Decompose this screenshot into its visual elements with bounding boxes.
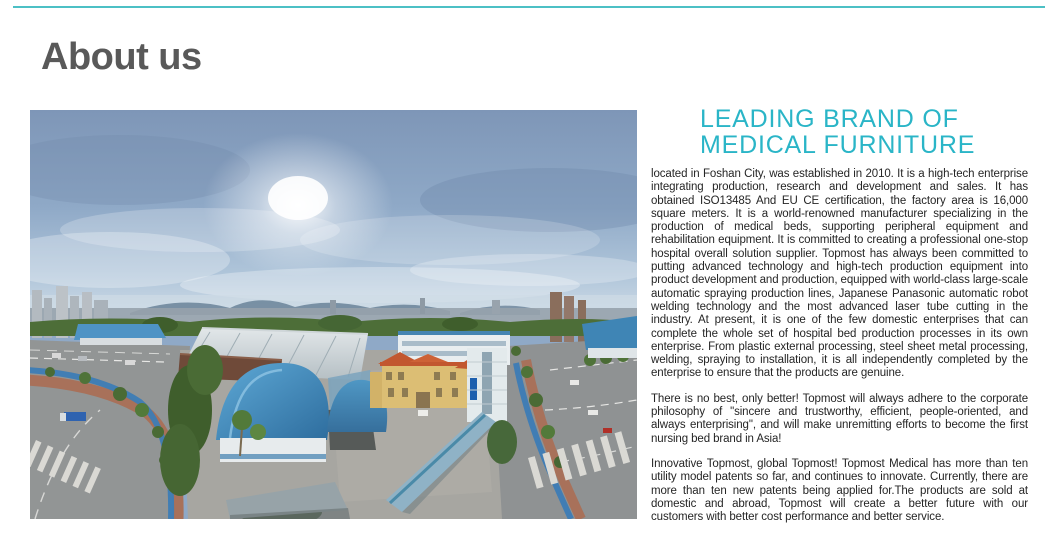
factory-panorama-illustration [30,110,637,519]
section-heading-line1: LEADING BRAND OF [700,105,959,133]
page-title: About us [41,36,202,78]
top-divider [13,6,1045,8]
about-paragraph-1: located in Foshan City, was established in 2010. It is a high-tech enterprise integrating production, research and development and sales. It has obtained ISO13485 And EU CE certification, the factory area is 16,000 square meters. It is a world-renowned manufacturer specializing in the production of medical beds, supporting peripheral equipment and rehabilitation equipment. It is committed to creating a professional one-stop hospital overall solution supplier. Topmost has always been committed to putting advanced technology and high-tech production equipment into product development and production, equipped with world-class large-scale automatic spraying production lines, Japanese Panasonic automatic robot welding technology and the most advanced laser tube cutting in the industry. At present, it is one of the few domestic enterprises that can complete the whole set of hospital bed production processes in its own enterprise. From plastic external processing, steel sheet metal processing, welding, spraying to installation, it is all independently completed by the enterprise to ensure that the products are genuine. [651,168,1028,380]
section-heading-line2: MEDICAL FURNITURE [700,131,976,159]
sky [30,110,637,325]
section-heading [700,106,1028,158]
sun-glow [203,133,393,277]
about-paragraph-3: Innovative Topmost, global Topmost! Topmost Medical has more than ten utility model patents so far, and continues to innovate. Currently, there are more than ten new patents being applied for.The products are sold at domestic and abroad, Topmost will create a better future with our customers with better cost performance and better service. [651,457,1028,524]
about-paragraph-2: There is no best, only better! Topmost will always adhere to the corporate philosophy of "sincere and trustworthy, efficient, people-oriented, and always enterprising", and will make unremitting efforts to become the first nursing bed brand in Asia! [651,392,1028,445]
factory-panorama-photo [30,110,637,519]
about-content [651,106,1028,534]
